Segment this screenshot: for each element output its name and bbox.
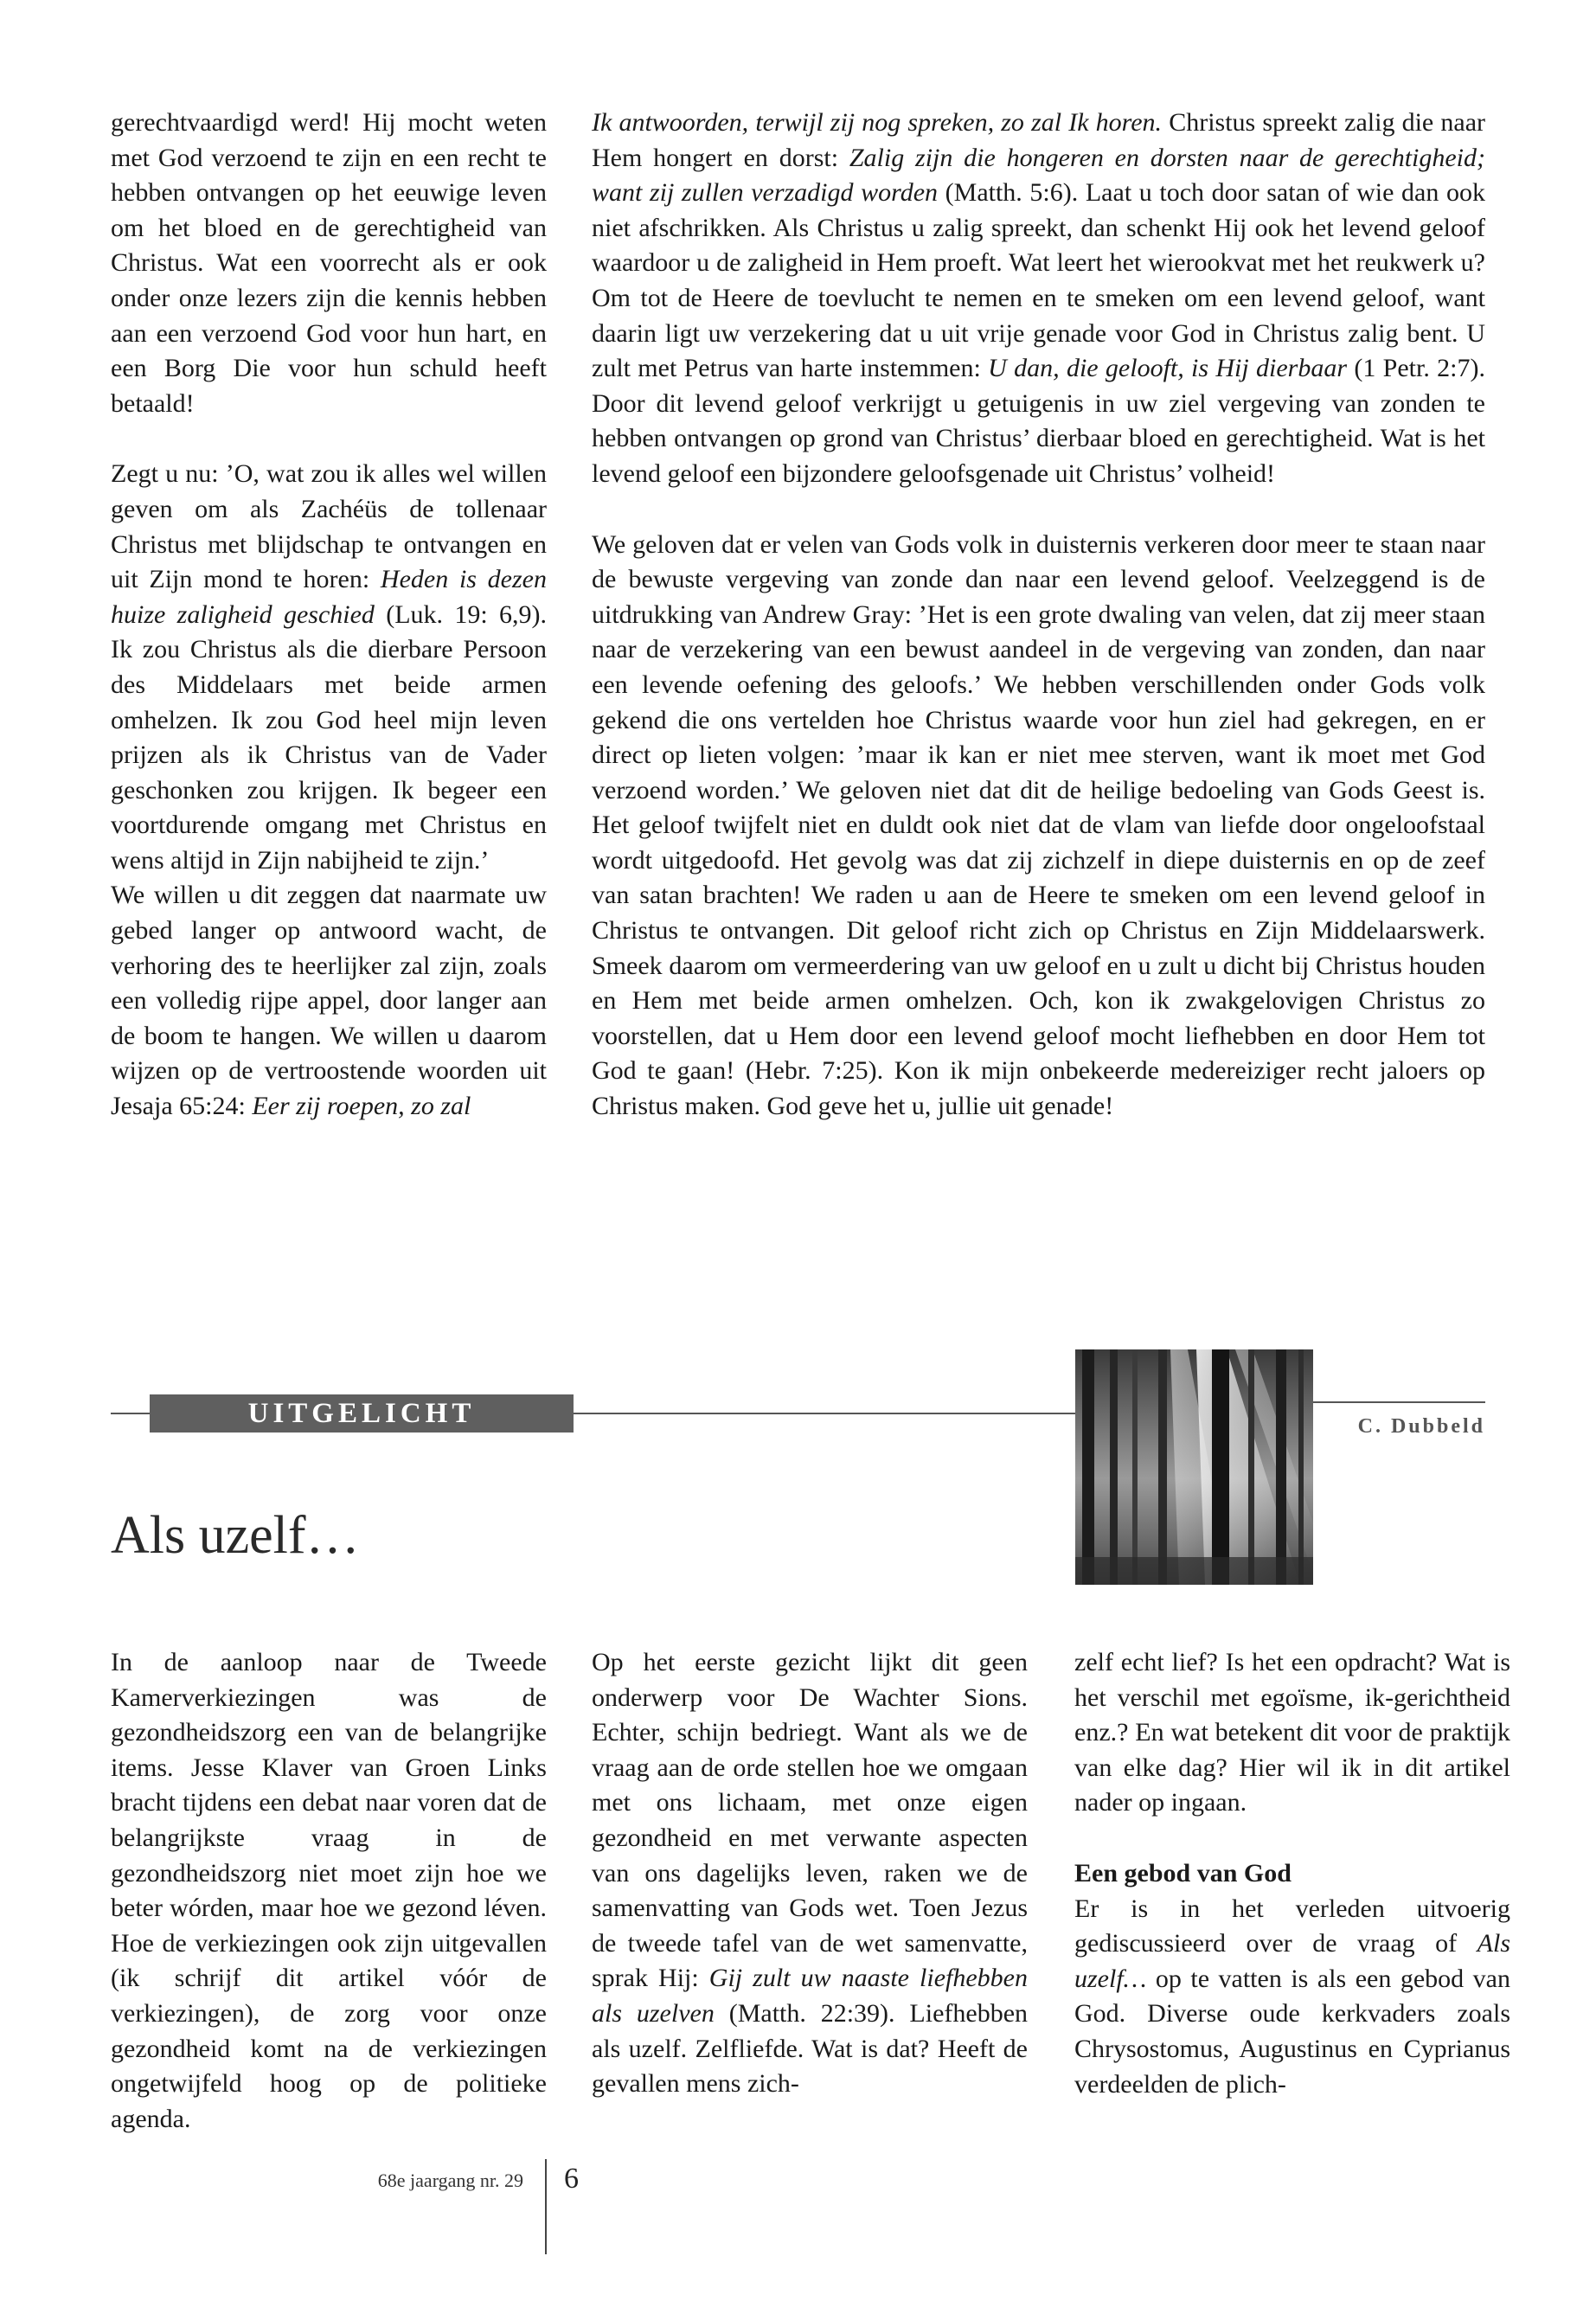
forest-sunbeams-photo: [1075, 1349, 1313, 1585]
article-column-1: [111, 1645, 547, 2137]
footer-issue: 68e jaargang nr. 29: [377, 2170, 523, 2191]
article-column-2: [592, 1645, 1028, 2102]
article-title: Als uzelf…: [111, 1506, 360, 1565]
section-rule-right: [1313, 1401, 1485, 1403]
paragraph: Op het eerste gezicht lijkt dit geen onderwerp voor De Wachter Sions. Echter, schijn bedriegt. Want als we de vraag aan de orde stellen hoe we omgaan met ons lichaam, met onze eigen gezondheid en met verwante aspecten van ons dagelijks leven, raken we de samenvatting van Gods wet. Toen Jezus de tweede tafel van de wet samenvatte, sprak Hij: Gij zult uw naaste liefhebben als uzelven (Matth. 22:39). Liefhebben als uzelf. Zelfliefde. Wat is dat? Heeft de gevallen mens zich-: [592, 1648, 1029, 2099]
paragraph: We willen u dit zeggen dat naarmate uw gebed langer op antwoord wacht, de verhoring des te heerlijker zal zijn, zoals een volledig rijpe appel, door langer aan de boom te hangen. We willen u daarom wijzen op de vertroostende woorden uit Jesaja 65:24: Eer zij roepen, zo zal: [111, 881, 547, 1121]
section-banner: UITGELICHT: [150, 1394, 574, 1433]
page-number: 6: [564, 2163, 579, 2195]
footer-divider: [545, 2159, 547, 2254]
article-column-3: [1074, 1645, 1510, 2102]
top-right-column: [592, 106, 1485, 1125]
top-left-column: [111, 106, 547, 1125]
paragraph: We geloven dat er velen van Gods volk in duisternis verkeren door meer te staan naar de bewuste vergeving van zonde dan naar een levend geloof. Veelzeggend is de uitdrukking van Andrew Gray: ’Het is een grote dwaling van velen, dat zij meer staan naar de verzekering van een bewust aandeel in de vergeving van zonden, dan naar een levende oefening des geloofs.’ We hebben verschillenden onder Gods volk gekend die ons vertelden hoe Christus waarde voor hun ziel had gekregen, en er direct op lieten volgen: ’maar ik kan er niet mee sterven, want ik moet met God verzoend worden.’ We geloven niet dat dit de heilige bedoeling van Gods Geest is. Het geloof twijfelt niet en duldt ook niet dat de vlam van liefde door ongeloofstaal wordt uitgedoofd. Het gevolg was dat zij zichzelf in diepe duisternis en op de zeef van satan brachten! We raden u aan de Heere te smeken om een levend geloof in Christus te ontvangen. Dit geloof richt zich op Christus en Zijn Middelaarswerk. Smeek daarom om vermeerdering van uw geloof en u zult u dicht bij Christus houden en Hem met beide armen omhelzen. Och, kon ik zwakgelovigen Christus zo voorstellen, dat u Hem door een levend geloof mocht liefhebben en door Hem tot God te gaan! (Hebr. 7:25). Kon ik mijn onbekeerde medereiziger recht jaloers op Christus maken. God geve het u, jullie uit genade!: [592, 529, 1485, 1121]
paragraph: In de aanloop naar de Tweede Kamerverkiezingen was de gezondheidszorg een van de belangrijke items. Jesse Klaver van Groen Links bracht tijdens een debat naar voren dat de belangrijkste vraag in de gezondheidszorg niet moet zijn hoe we beter wórden, maar hoe we gezond léven. Hoe de verkiezingen ook zijn uitgevallen (ik schrijf dit artikel vóór de verkiezingen), de zorg voor onze gezondheid komt na de verkiezingen ongetwijfeld hoog op de politieke agenda.: [111, 1648, 547, 2133]
author-name: C. Dubbeld: [1357, 1415, 1485, 1438]
paragraph: Er is in het verleden uitvoerig gediscussieerd over de vraag of Als uzelf… op te vatten is als een gebod van God. Diverse oude kerkvaders zoals Chrysostomus, Augustinus en Cyprianus verdeelden de plich-: [1074, 1894, 1510, 2099]
subheading: Een gebod van God: [1074, 1858, 1292, 1888]
paragraph: gerechtvaardigd werd! Hij mocht weten met God verzoend te zijn en een recht te hebben ontvangen op het eeuwige leven om het bloed en de gerechtigheid van Christus. Wat een voorrecht als er ook onder onze lezers zijn die kennis hebben aan een verzoend God voor hun hart, en een Borg Die voor hun schuld heeft betaald!: [111, 108, 547, 418]
paragraph: Zegt u nu: ’O, wat zou ik alles wel willen geven om als Zachéüs de tollenaar Christus met blijdschap te ontvangen en uit Zijn mond te horen: Heden is dezen huize zaligheid geschied (Luk. 19: 6,9). Ik zou Christus als die dierbare Persoon des Middelaars met beide armen omhelzen. Ik zou God heel mijn leven prijzen als ik Christus van de Vader geschonken zou krijgen. Ik begeer een voortdurende omgang met Christus en wens altijd in Zijn nabijheid te zijn.’: [111, 459, 548, 875]
paragraph: zelf echt lief? Is het een opdracht? Wat is het verschil met egoïsme, ik-gerichtheid enz.? En wat betekent dit voor de praktijk van elke dag? Hier wil ik in dit artikel nader op ingaan.: [1074, 1648, 1510, 1817]
paragraph: Ik antwoorden, terwijl zij nog spreken, zo zal Ik horen. Christus spreekt zalig die naar Hem hongert en dorst: Zalig zijn die hongeren en dorsten naar de gerechtigheid; want zij zullen verzadigd worden (Matth. 5:6). Laat u toch door satan of wie dan ook niet afschrikken. Als Christus u zalig spreekt, dan schenkt Hij ook het levend geloof waardoor u de zaligheid in Hem proeft. Wat leert het wierookvat met het reukwerk u? Om tot de Heere de toevlucht te nemen en te smeken om een levend geloof, want daarin ligt uw verzekering dat u uit vrije genade voor God in Christus zalig bent. U zult met Petrus van harte instemmen: U dan, die gelooft, is Hij dierbaar (1 Petr. 2:7). Door dit levend geloof verkrijgt u getuigenis in uw ziel vergeving van zonden te hebben ontvangen op grond van Christus’ dierbaar bloed en gerechtigheid. Wat is het levend geloof een bijzondere geloofsgenade uit Christus’ volheid!: [592, 108, 1486, 488]
